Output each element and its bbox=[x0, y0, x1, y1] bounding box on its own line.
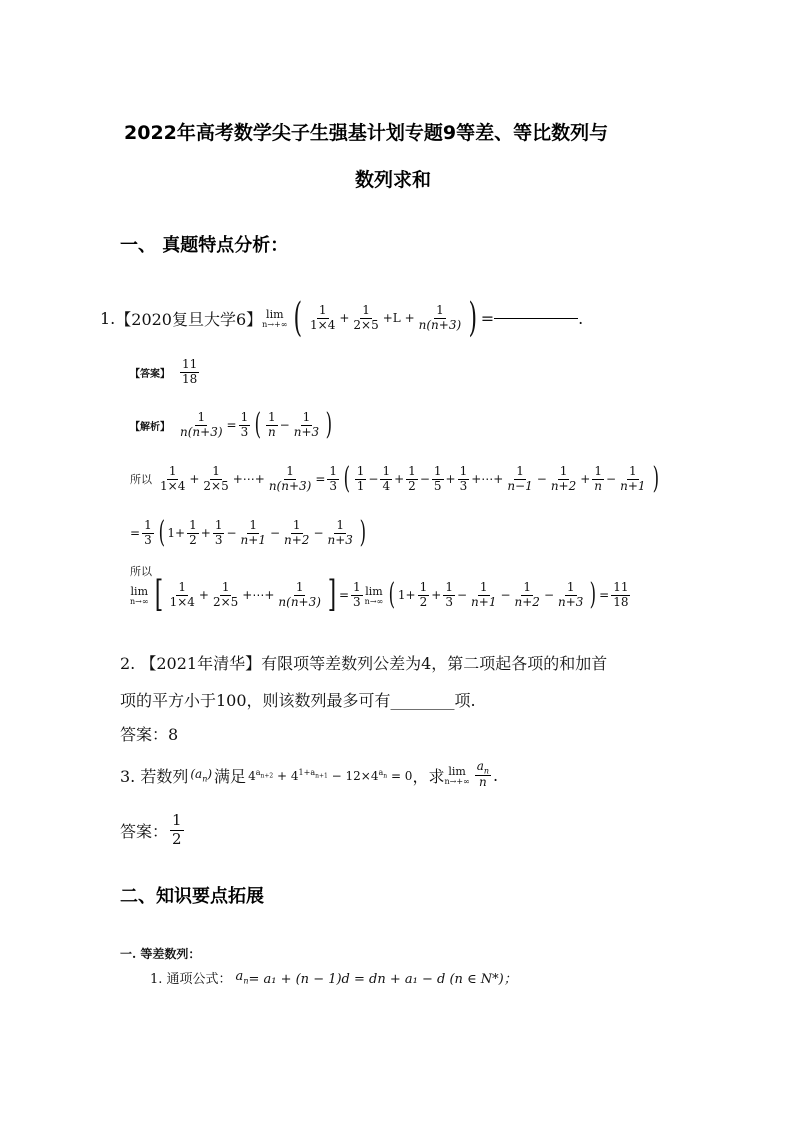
q1-answer bbox=[130, 355, 201, 389]
q2-line1: 2. 【2021年清华】有限项等差数列公差为4，第二项起各项的和加首 bbox=[120, 654, 608, 673]
page-title-line2: 数列求和 bbox=[355, 169, 432, 191]
section-heading-2: 二、知识要点拓展 bbox=[120, 886, 264, 907]
q1-ellipsis: +L + bbox=[382, 311, 415, 325]
q1-left-paren: ( bbox=[293, 295, 303, 341]
q1-analysis-line4: lim n→∞ [ $\frac{1}{1\times 4}$ + $\frac{1}{2\times 5}$ +⋯+ $\frac{1}{n(n+3)}$ ] = $\frac{1}{3}$ lim n→∞ ( 1+ $\frac{1}{2}$ + $\frac{1}{3}$ − $\frac{1}{n+1}$ − $\frac{1}{n+2}$ − $\frac{1}{n+3}$ ) = $\frac{11}{18}$ bbox=[130, 574, 629, 615]
q1-final-value: $\frac{11}{18}$ bbox=[613, 579, 629, 609]
q1-analysis-line2: 所以 $\frac{1}{1\times 4}$ + $\frac{1}{2\times 5}$ +⋯+ $\frac{1}{n(n+3)}$ = $\frac{1}{3}$ ( $\frac{1}{1}$ − $\frac{1}{4}$ + $\frac{1}{2}$ − $\frac{1}{5}$ + $\frac{1}{3}$ +⋯+ $\frac{1}{n-1}$ − $\frac{1}{n+2}$ + $\frac{1}{n}$ − $\frac{1}{n+1}$ ) bbox=[130, 461, 659, 496]
q1-right-paren: ) bbox=[468, 295, 478, 341]
q1-number: 1. bbox=[100, 308, 116, 328]
q1-source: 【2020复旦大学6】 bbox=[115, 309, 263, 329]
q1-analysis-label: 【解析】 bbox=[130, 421, 170, 433]
so-label: 所以 bbox=[130, 473, 152, 486]
q1-analysis-line3: = $\frac{1}{3}$ ( 1+ $\frac{1}{2}$ + $\frac{1}{3}$ − $\frac{1}{n+1}$ − $\frac{1}{n+2}$ − $\frac{1}{n+3}$ ) bbox=[130, 515, 367, 550]
so-label-2: 所以 bbox=[130, 565, 152, 578]
q2-line2: 项的平方小于100，则该数列最多可有________项. bbox=[120, 691, 476, 710]
arith-heading: 一. 等差数列： bbox=[120, 947, 201, 961]
q1-term1: $\frac{1}{1\times 4}$ bbox=[310, 302, 336, 332]
q1-answer-blank bbox=[494, 318, 578, 319]
q1-answer-label: 【答案】 bbox=[130, 368, 170, 380]
section-heading-1: 一、 真题特点分析： bbox=[120, 235, 289, 256]
q1-end: . bbox=[578, 308, 584, 328]
page-title-line1: 2022年高考数学尖子生强基计划专题9等差、等比数列与 bbox=[124, 122, 609, 144]
question-3: 3. 若数列 $(a_n)$ 满足 $4^{a_{n+2}} + 4^{1+a_{n+1}} - 12\times 4^{a_n} = 0$ ，求 lim n→+∞ $\frac{a_n}{n}$ . bbox=[120, 758, 499, 790]
q2-answer: 答案：8 bbox=[120, 725, 179, 744]
q1-lim: lim n→+∞ bbox=[262, 307, 288, 329]
arith-item1: 1. 通项公式： $a_n$ = a₁ + (n − 1)d = dn + a₁ − d (n ∈ N*)； bbox=[150, 969, 517, 987]
q1-term2: $\frac{1}{2\times 5}$ bbox=[353, 302, 379, 332]
q1-term3: $\frac{1}{n(n+3)}$ bbox=[418, 302, 462, 332]
question-1: 1. 【2020复旦大学6】 lim n→+∞ ( $\frac{1}{1\times 4}$ + $\frac{1}{2\times 5}$ +L + $\frac{1}{n(n+3)}$ ) = . bbox=[100, 295, 584, 341]
q3-answer: 答案： $\frac{1}{2}$ bbox=[120, 811, 182, 848]
q1-answer-value: $\frac{11}{18}$ bbox=[182, 356, 198, 386]
q1-equals: = bbox=[480, 308, 495, 328]
q1-analysis-line1: 【解析】 $\frac{1}{n(n+3)}$ = $\frac{1}{3}$ ( $\frac{1}{n}$ − $\frac{1}{n+3}$ ) bbox=[130, 407, 333, 442]
